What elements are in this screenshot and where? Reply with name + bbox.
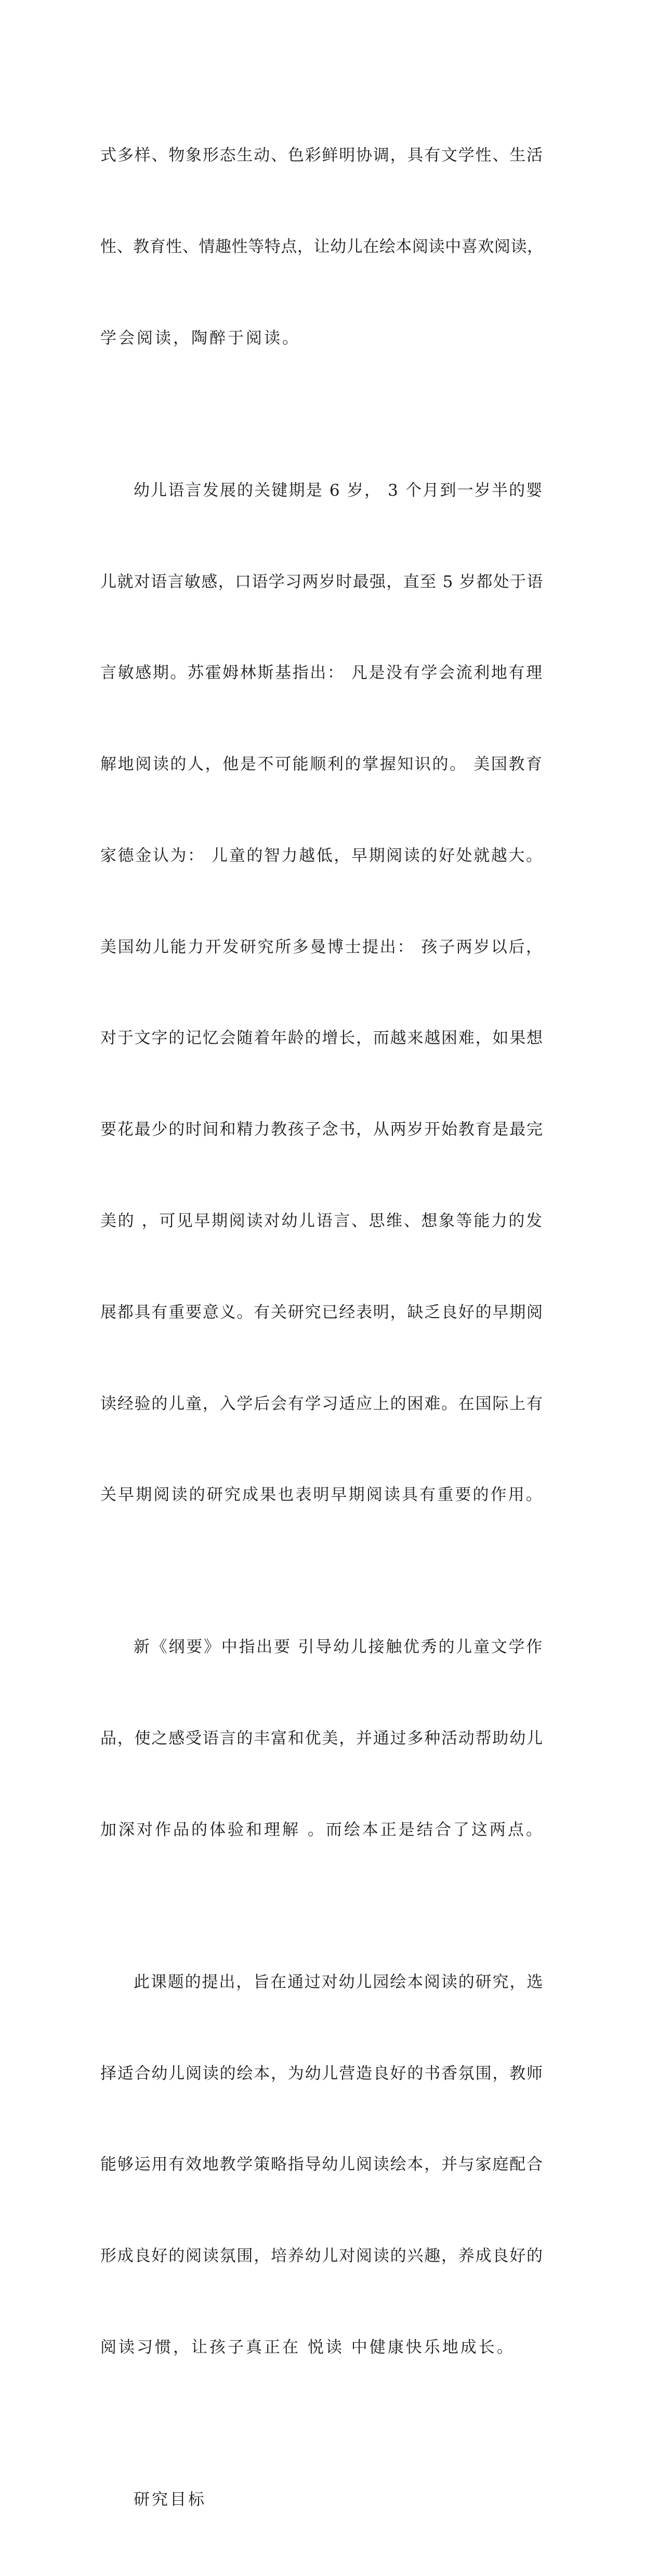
text-line: 解地阅读的人，他是不可能顺利的掌握知识的。 美国教育: [100, 755, 544, 774]
text-line: 能够运用有效地教学策略指导幼儿阅读绘本，并与家庭配合: [100, 2155, 544, 2174]
heading-research-goals: 研究目标: [134, 2490, 206, 2509]
text-line: 择适合幼儿阅读的绘本，为幼儿营造良好的书香氛围，教师: [100, 2064, 544, 2083]
text-line: 对于文字的记忆会随着年龄的增长，而越来越困难，如果想: [100, 1029, 544, 1048]
text-line: 美国幼儿能力开发研究所多曼博士提出： 孩子两岁以后，: [100, 937, 544, 957]
text-line: 家德金认为： 儿童的智力越低，早期阅读的好处就越大。: [100, 846, 544, 865]
text-line: 儿就对语言敏感，口语学习两岁时最强，直至 5 岁都处于语: [100, 572, 544, 591]
text-line: 新《纲要》中指出要 引导幼儿接触优秀的儿童文学作: [134, 1638, 544, 1657]
text-line: 关早期阅读的研究成果也表明早期阅读具有重要的作用。: [100, 1485, 544, 1505]
text-line: 形成良好的阅读氛围，培养幼儿对阅读的兴趣，养成良好的: [100, 2247, 544, 2266]
text-line: 读经验的儿童，入学后会有学习适应上的困难。在国际上有: [100, 1394, 544, 1413]
document-body: [100, 79, 546, 2576]
text-line: 品，使之感受语言的丰富和优美，并通过多种活动帮助幼儿: [100, 1729, 544, 1748]
text-line: 要花最少的时间和精力教孩子念书，从两岁开始教育是最完: [100, 1120, 544, 1139]
paragraph-continuation: [100, 79, 546, 415]
text-line: 言敏感期。苏霍姆林斯基指出： 凡是没有学会流利地有理: [100, 663, 544, 683]
text-line: 美的 ，可见早期阅读对幼儿语言、思维、想象等能力的发: [100, 1211, 544, 1230]
text-line: 学会阅读，陶醉于阅读。: [100, 328, 300, 348]
text-line: 幼儿语言发展的关键期是 6 岁， 3 个月到一岁半的婴: [134, 481, 544, 500]
text-line: 式多样、物象形态生动、色彩鲜明协调，具有文学性、生活: [100, 146, 544, 165]
section-heading: [100, 2424, 546, 2576]
paragraph-guidelines: [100, 1571, 546, 1906]
paragraph-topic-purpose: [100, 1906, 546, 2424]
text-line: 性、教育性、情趣性等特点，让幼儿在绘本阅读中喜欢阅读，: [100, 237, 544, 256]
text-line: 展都具有重要意义。有关研究已经表明，缺乏良好的早期阅: [100, 1303, 544, 1322]
text-line: 阅读习惯，让孩子真正在 悦读 中健康快乐地成长。: [100, 2338, 515, 2357]
text-line: 加深对作品的体验和理解 。而绘本正是结合了这两点。: [100, 1820, 544, 1839]
paragraph-language-development: [100, 415, 546, 1572]
text-line: 此课题的提出，旨在通过对幼儿园绘本阅读的研究，选: [134, 1972, 544, 1991]
